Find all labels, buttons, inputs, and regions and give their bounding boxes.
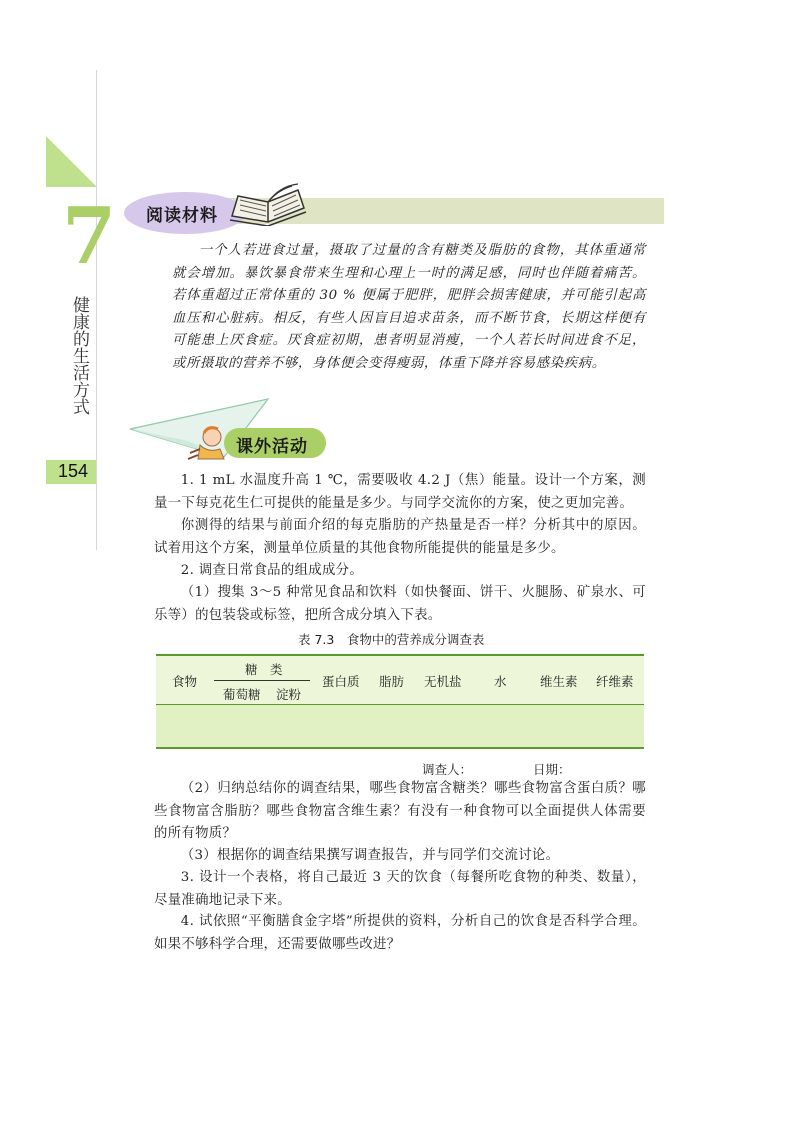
chapter-corner-triangle bbox=[46, 135, 96, 187]
activity-title: 课外活动 bbox=[236, 437, 308, 457]
reading-title: 阅读材料 bbox=[146, 206, 218, 226]
date-label: 日期： bbox=[533, 762, 571, 777]
chapter-number: 7 bbox=[62, 191, 117, 282]
activity-paragraph-3: 2. 调查日常食品的组成成分。 bbox=[180, 563, 364, 578]
activity-paragraph-7: 3. 设计一个表格，将自己最近 3 天的饮食（每餐所吃食物的种类、数量），尽量准确地记录下来。 bbox=[154, 870, 646, 908]
col-glucose: 葡萄糖 bbox=[223, 687, 261, 702]
investigator-label: 调查人： bbox=[422, 762, 473, 777]
col-food: 食物 bbox=[172, 674, 198, 689]
col-sugar: 糖 类 bbox=[245, 662, 283, 677]
col-fiber: 纤维素 bbox=[596, 674, 634, 689]
table-bottom-rule bbox=[156, 747, 644, 749]
activity-paragraph-1: 1. 1 mL 水温度升高 1 ℃，需要吸收 4.2 J（焦）能量。设计一个方案，测量一下每克花生仁可提供的能量是多少。与同学交流你的方案，使之更加完善。 bbox=[154, 473, 646, 511]
side-divider bbox=[96, 70, 97, 550]
sugar-subheader-rule bbox=[214, 680, 310, 681]
table-row bbox=[156, 705, 644, 747]
col-mineral: 无机盐 bbox=[424, 674, 462, 689]
activity-paragraph-2: 你测得的结果与前面介绍的每克脂肪的产热量是否一样？分析其中的原因。试着用这个方案，测量单位质量的其他食物所能提供的能量是多少。 bbox=[154, 518, 646, 556]
activity-paragraph-6: （3）根据你的调查结果撰写调查报告，并与同学们交流讨论。 bbox=[180, 848, 560, 863]
activity-paragraph-5: （2）归纳总结你的调查结果，哪些食物富含糖类？哪些食物富含蛋白质？哪些食物富含脂肪？哪些食物富含维生素？有没有一种食物可以全面提供人体需要的所有物质？ bbox=[154, 781, 646, 842]
activity-paragraph-4: （1）搜集 3～5 种常见食品和饮料（如快餐面、饼干、火腿肠、矿泉水、可乐等）的包装袋或标签，把所含成分填入下表。 bbox=[154, 585, 646, 623]
table-caption: 表 7.3 食物中的营养成分调查表 bbox=[298, 632, 485, 647]
col-fat: 脂肪 bbox=[379, 674, 405, 689]
reading-paragraph: 一个人若进食过量，摄取了过量的含有糖类及脂肪的食物，其体重通常就会增加。暴饮暴食带来生理和心理上一时的满足感，同时也伴随着痛苦。若体重超过正常体重的 30 % 便属于肥胖，肥胖会损害健康，并可能引起高血压和心脏病。相反，有些人因盲目追求苗条，而不断节食，长期这样便有可能患上厌食症。厌食症初期，患者明显消瘦，一个人若长时间进食不足，或所摄取的营养不够，身体便会变得瘦弱，体重下降并容易感染疾病。 bbox=[172, 243, 646, 371]
col-protein: 蛋白质 bbox=[322, 674, 360, 689]
page-number: 154 bbox=[58, 461, 89, 481]
activity-paragraph-8: 4. 试依照“平衡膳食金字塔”所提供的资料，分析自己的饮食是否科学合理。如果不够科学合理，还需要做哪些改进？ bbox=[154, 914, 646, 952]
chapter-title: 健康的生活方式 bbox=[69, 296, 89, 415]
open-book-icon bbox=[228, 182, 308, 226]
col-starch: 淀粉 bbox=[276, 687, 302, 702]
col-water: 水 bbox=[494, 674, 507, 689]
col-vitamin: 维生素 bbox=[540, 674, 578, 689]
